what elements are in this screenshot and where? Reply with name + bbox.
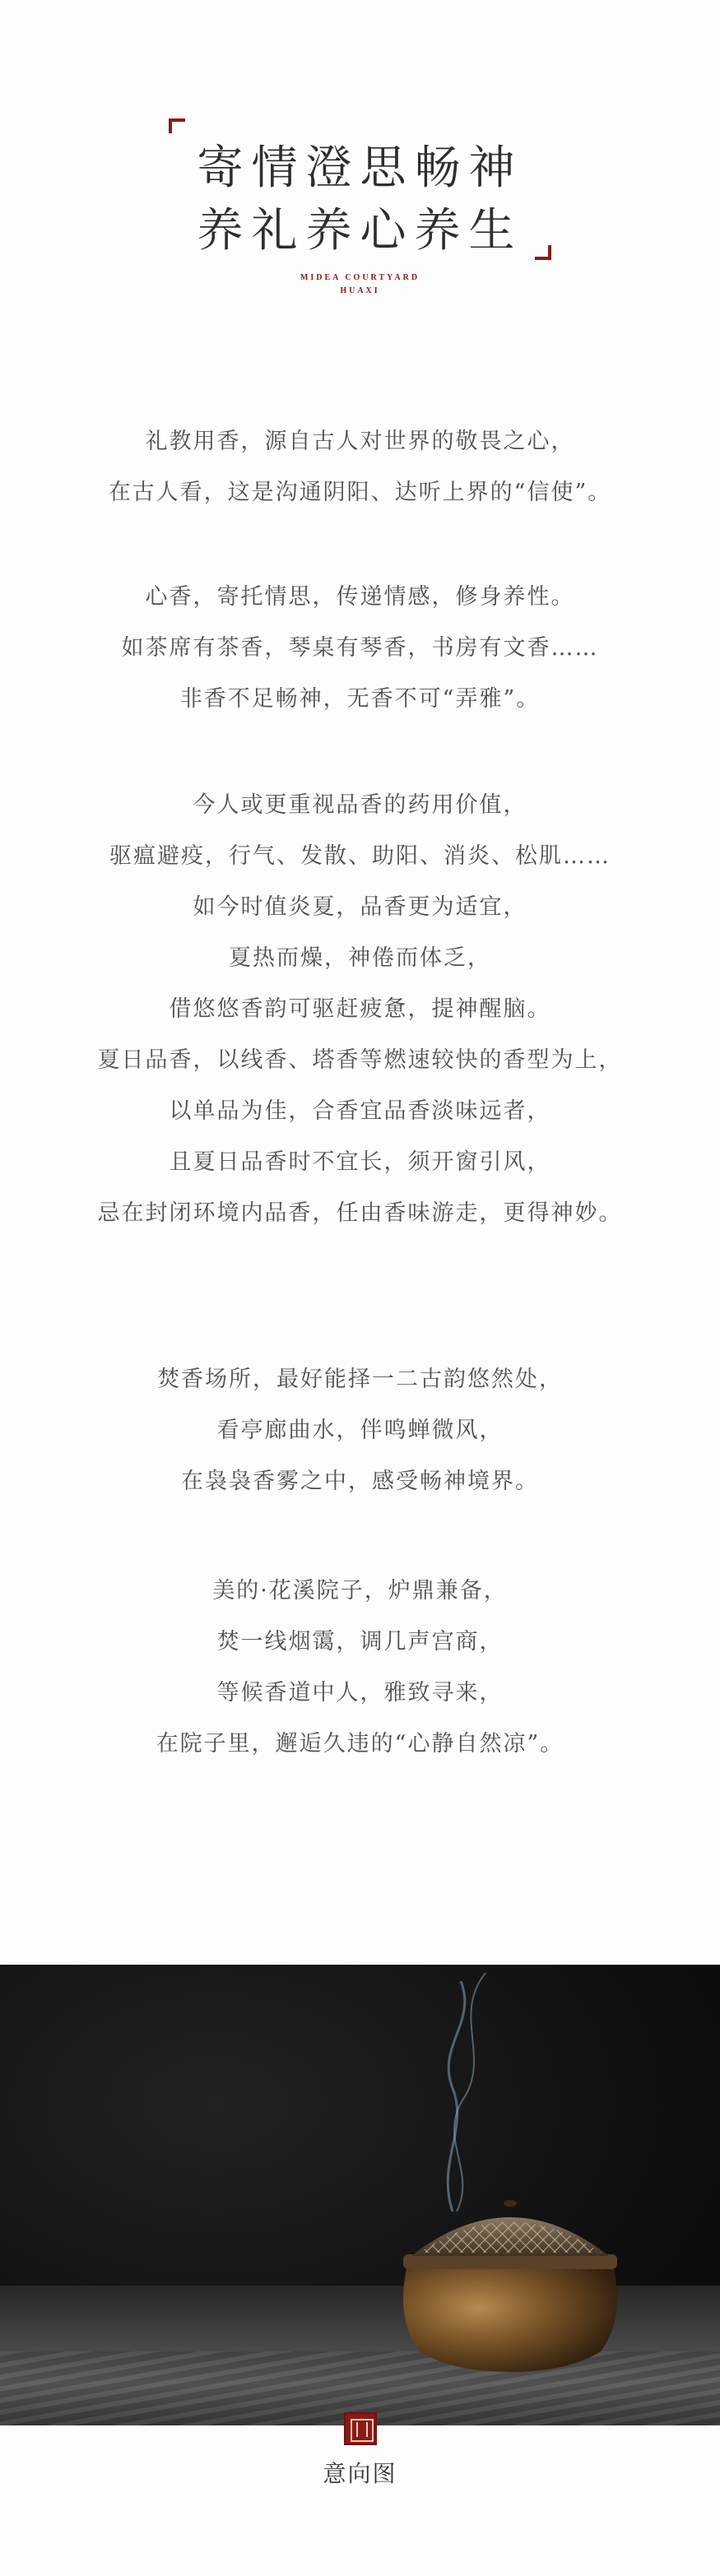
incense-burner-icon	[374, 2187, 646, 2376]
brand-english-name: MIDEA COURTYARD	[300, 273, 420, 282]
image-caption: 意向图	[323, 2460, 397, 2487]
smoke-icon	[387, 1965, 518, 2212]
text-line: 忌在封闭环境内品香，任由香味游走，更得神妙。	[97, 1200, 623, 1226]
text-line: 以单品为佳，合香宜品香淡味远者，	[169, 1098, 551, 1124]
seal-stamp-icon	[344, 2412, 377, 2445]
text-line: 今人或更重视品香的药用价值，	[193, 792, 527, 818]
text-line: 美的·花溪院子，炉鼎兼备，	[212, 1578, 508, 1604]
text-line: 心香，寄托情思，传递情感，修身养性。	[145, 584, 575, 610]
paragraph-5	[0, 1566, 720, 1770]
title-line-2: 养礼养心养生	[197, 204, 523, 258]
text-line: 等候香道中人，雅致寻来，	[216, 1680, 504, 1706]
text-line: 在袅袅香雾之中，感受畅神境界。	[181, 1469, 539, 1494]
text-line: 焚一线烟霭，调几声宫商，	[216, 1629, 504, 1655]
title-corner-bottom-right	[535, 245, 551, 260]
text-line: 夏日品香，以线香、塔香等燃速较快的香型为上，	[97, 1047, 623, 1073]
text-line: 焚香场所，最好能择一二古韵悠然处，	[157, 1367, 563, 1392]
incense-burner-photo	[0, 1965, 720, 2425]
text-line: 且夏日品香时不宜长，须开窗引风，	[169, 1149, 551, 1175]
text-line: 在院子里，邂逅久违的“心静自然凉”。	[156, 1731, 564, 1757]
text-line: 如茶席有茶香，琴桌有琴香，书房有文香……	[121, 635, 599, 661]
paragraph-2	[0, 572, 720, 725]
text-line: 夏热而燥，神倦而体乏，	[229, 945, 491, 971]
text-line: 非香不足畅神，无香不可“弄雅”。	[179, 686, 541, 712]
paragraph-4	[0, 1354, 720, 1507]
text-line: 礼教用香，源自古人对世界的敬畏之心，	[145, 429, 575, 454]
text-line: 如今时值炎夏，品香更为适宜，	[193, 894, 527, 920]
brand-english-sub: HUAXI	[340, 286, 380, 295]
title-line-1: 寄情澄思畅神	[197, 142, 523, 195]
paragraph-3	[0, 780, 720, 1239]
text-line: 驱瘟避疫，行气、发散、助阳、消炎、松肌……	[109, 843, 611, 869]
text-line: 在古人看，这是沟通阴阳、达听上界的“信使”。	[108, 480, 612, 505]
title-block	[0, 115, 720, 295]
text-line: 看亭廊曲水，伴鸣蝉微风，	[216, 1418, 504, 1443]
text-line: 借悠悠香韵可驱赶疲惫，提神醒脑。	[169, 996, 551, 1022]
paragraph-1	[0, 416, 720, 518]
